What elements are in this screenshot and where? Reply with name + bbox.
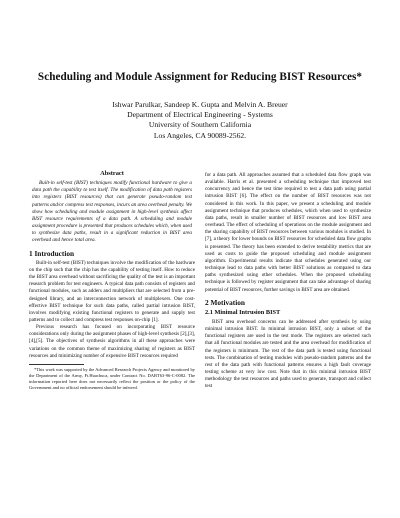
section-heading-introduction: 1 Introduction [29,248,75,258]
intro-paragraph-1: Built-in self-test (BIST) techniques involve the modification of the hardware on the chip such that the chip has the capability of testing itself. How to reduce the BIST area overhead without sacrificing the quality of the test is an important research problem for test engineers. A typical data path consists of registers and functional modules, such as adders and multipliers that are selected from a pre-designed library, and an interconnection network of multiplexers. One cost-effective BIST technique for such data paths, called partial intrusion BIST, involves modifying existing functional registers to generate and supply test patterns and to collect and compress test responses on-chip [1]. [29,259,195,323]
footnote: *This work was supported by the Advanced Research Projects Agency and monitored by the Department of the Army, Ft.Huachuca, under Contract No. DABT63-96-C-0082. The information reported here does not necessarily reflect the position or the policy of the Government and no official endorsement should be inferred. [29,366,195,390]
abstract-heading: Abstract [100,170,124,177]
intro-paragraph-continued: for a data path. All approaches assumed that a scheduled data flow graph was available. Harris et al. presented a scheduling technique that improved test concurrency and hence the test time required to test a data path using partial intrusion BIST [6]. The effect on the number of BIST resources was not considered in this work. In this paper, we present a scheduling and module assignment technique that produces schedules, which when used to synthesize data paths, result in smaller number of BIST resources and low BIST area overhead. The effect of scheduling of operations on the module assignment and the sharing capability of BIST resources between various modules is studied. In [7], a theory for lower bounds on BIST resources for scheduled data flow graphs is presented. The theory has been extended to derive testability metrics that are used as costs to guide the proposed scheduling and module assignment algorithm. Experimental results indicate that schedules generated using our technique lead to data paths with better BIST solutions as compared to data paths synthesized using other schedules. When the proposed scheduling technique is followed by register assignment that can take advantage of sharing potential of BIST resources, further savings in BIST area are obtained. [205,172,371,293]
abstract-text: Built-in self-test (BIST) techniques modify functional hardware to give a data path the capability to test itself. The modification of data path registers into registers (BIST resources) that can generate pseudo-random test patterns and/or compress test responses, incurs an area overhead penalty. We show how scheduling and module assignment in high-level synthesis affect BIST resource requirements of a data path. A scheduling and module assignment procedure is presented that produces schedules which, when used to synthesize data paths, result in a significant reduction in BIST area overhead and hence total area. [32,180,192,244]
motivation-paragraph-1: BIST area overhead concerns can be addressed after synthesis by using minimal intrusion BIST. In minimal intrusion BIST, only a subset of the functional registers are used in the test mode. The registers are selected such that all functional modules are tested and the area overhead for modification of the registers is minimum. The rest of the data path is tested using functional tests. The combination of testing modules with pseudo-random patterns and the rest of the data path with functional patterns ensures a high fault coverage testing scheme at very low cost. Note that in this minimal intrusion BIST methodology the test resources and paths used to generate, transport and collect test [205,318,371,390]
author-location: Los Angeles, CA 90089-2562. [153,130,247,140]
subsection-heading-minimal-intrusion: 2.1 Minimal Intrusion BIST [205,308,281,316]
author-block [0,100,400,141]
right-column [205,172,371,391]
section-heading-motivation: 2 Motivation [205,297,245,307]
footnote-divider [29,364,84,365]
author-names: Ishwar Parulkar, Sandeep K. Gupta and Melvin A. Breuer [112,100,288,109]
author-department: Department of Electrical Engineering - Systems [127,110,273,120]
author-university: University of Southern California [148,120,252,130]
intro-paragraph-2: Previous research has focused on incorporating BIST resource considerations only during the assignment phases of high-level synthesis [2],[3],[4],[5]. The objectives of synthesis algorithms in all these approaches were variations on the common theme of maximizing sharing of registers as BIST resources and minimizing number of expensive BIST resources required [29,324,195,359]
paper-title: Scheduling and Module Assignment for Reducing BIST Resources* [37,71,363,83]
left-column [29,170,195,391]
